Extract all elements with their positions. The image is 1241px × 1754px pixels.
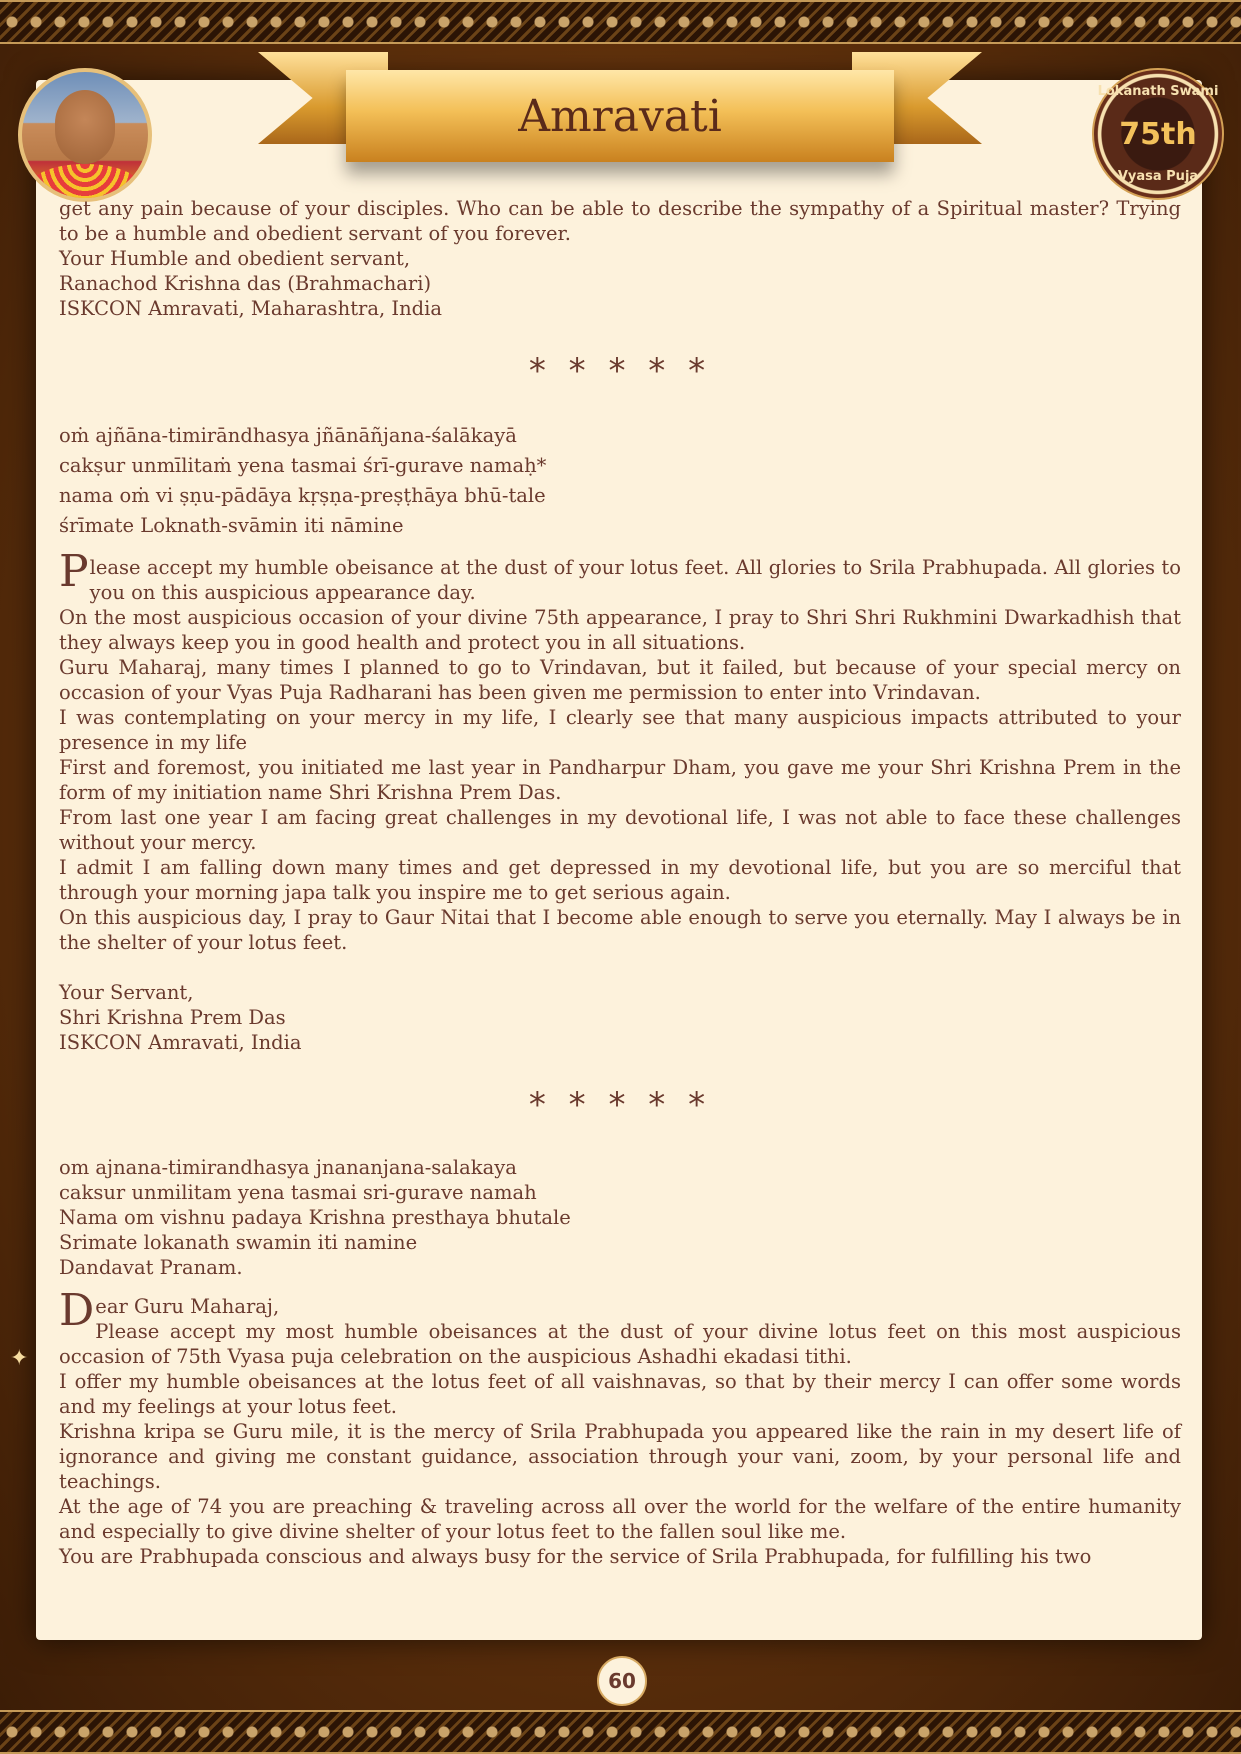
paragraph: I offer my humble obeisances at the lotus feet of all vaishnavas, so that by their mercy I can offer some words and my feelings at your lotus feet. (59, 1370, 1181, 1418)
verse-line: Nama om vishnu padaya Krishna presthaya bhutale (59, 1206, 571, 1229)
section-separator: * * * * * (528, 351, 712, 391)
signoff-name: Ranachod Krishna das (Brahmachari) (59, 272, 432, 295)
paragraph: On this auspicious day, I pray to Gaur Nitai that I become able enough to serve you eternally. May I always be in the shelter of your lotus feet. (59, 906, 1181, 954)
verse-line: caksur unmilitam yena tasmai sri-gurave namah (59, 1181, 537, 1204)
paragraph: At the age of 74 you are preaching & traveling across all over the world for the welfare of the entire humanity and especially to give divine shelter of your lotus feet to the fallen soul like me. (59, 1495, 1181, 1543)
avatar (18, 68, 152, 202)
seal-number: 75th (1119, 116, 1197, 152)
section-separator: * * * * * (528, 1085, 712, 1125)
vyasa-puja-seal (1092, 68, 1224, 200)
verse-line: cakṣur unmīlitaṁ yena tasmai śrī-gurave namaḥ* (59, 454, 547, 477)
verse-line: nama oṁ vi ṣṇu-pādāya kṛṣṇa-preṣṭhāya bhū-tale (59, 484, 546, 507)
page-title: Amravati (518, 90, 722, 142)
verse-line: om ajnana-timirandhasya jnananjana-salakaya (59, 1156, 517, 1179)
paragraph: I admit I am falling down many times and get depressed in my devotional life, but you are so merciful that through your morning japa talk you inspire me to get serious again. (59, 856, 1181, 904)
signoff-location: ISKCON Amravati, Maharashtra, India (59, 297, 442, 320)
paragraph: I was contemplating on your mercy in my life, I clearly see that many auspicious impacts attributed to your presence in my life (59, 706, 1181, 754)
paragraph: get any pain because of your disciples. Who can be able to describe the sympathy of a Spiritual master? Trying to be a humble and obedient servant of you forever. (59, 197, 1181, 245)
paragraph: Krishna kripa se Guru mile, it is the mercy of Srila Prabhupada you appeared like the rain in my desert life of ignorance and giving me constant guidance, association through your vani, zoom, by your personal life and teachings. (59, 1420, 1181, 1493)
title-ribbon (346, 70, 894, 162)
seal-top-text: Lokanath Swami (1097, 84, 1219, 99)
paragraph: From last one year I am facing great challenges in my devotional life, I was not able to face these challenges without your mercy. (59, 806, 1181, 854)
paragraph: First and foremost, you initiated me last year in Pandharpur Dham, you gave me your Shri Krishna Prem in the form of my initiation name Shri Krishna Prem Das. (59, 756, 1181, 804)
paragraph: Guru Maharaj, many times I planned to go to Vrindavan, but it failed, but because of your special mercy on occasion of your Vyas Puja Radharani has been given me permission to enter into Vrindavan. (59, 656, 1181, 704)
verse-line: oṁ ajñāna-timirāndhasya jñānāñjana-śalākayā (59, 424, 517, 447)
signoff-name: Shri Krishna Prem Das (59, 1006, 286, 1029)
top-decorative-border (0, 0, 1241, 44)
page-number: 60 (597, 1656, 647, 1706)
salutation: Dear Guru Maharaj, (59, 1285, 280, 1336)
signoff-line: Your Humble and obedient servant, (59, 247, 411, 270)
verse-line: Dandavat Pranam. (59, 1256, 243, 1279)
paragraph: Please accept my humble obeisance at the dust of your lotus feet. All glories to Srila Prabhupada. All glories to you on this auspicious appearance day. (59, 546, 1181, 604)
signoff-location: ISKCON Amravati, India (59, 1031, 302, 1054)
bottom-decorative-border (0, 1710, 1241, 1754)
verse-line: Srimate lokanath swamin iti namine (59, 1231, 418, 1254)
offering-text (59, 196, 1181, 1569)
paragraph: Please accept my most humble obeisances at the dust of your divine lotus feet on this most auspicious occasion of 75th Vyasa puja celebration on the auspicious Ashadhi ekadasi tithi. (59, 1320, 1181, 1368)
paragraph: You are Prabhupada conscious and always busy for the service of Srila Prabhupada, for fulfilling his two (59, 1545, 1092, 1568)
signoff-line: Your Servant, (59, 981, 194, 1004)
sparkle-icon: ✦ (10, 1346, 29, 1371)
verse-line: śrīmate Loknath-svāmin iti nāmine (59, 514, 404, 537)
seal-bottom-text: Vyasa Puja (1117, 169, 1199, 184)
avatar-face (55, 90, 115, 164)
paragraph: On the most auspicious occasion of your divine 75th appearance, I pray to Shri Shri Rukhmini Dwarkadhish that they always keep you in good health and protect you in all situations. (59, 606, 1181, 654)
